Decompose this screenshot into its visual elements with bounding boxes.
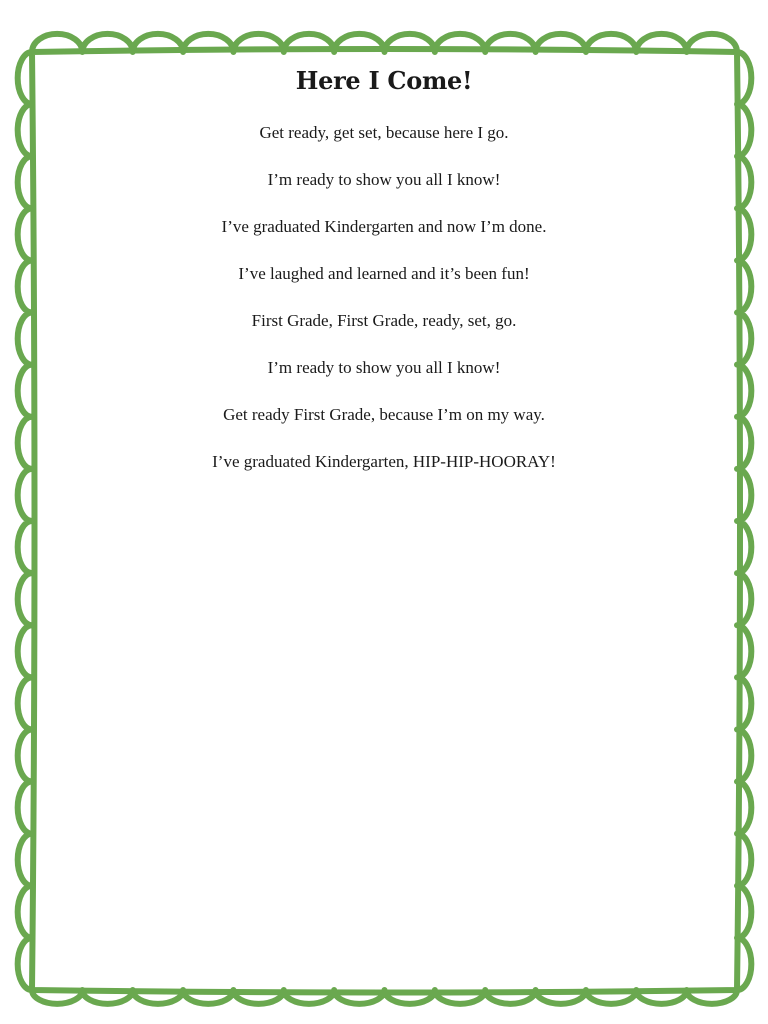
poem-lines bbox=[60, 123, 708, 499]
poem-title: Here I Come! bbox=[295, 66, 473, 95]
poem-line: I’m ready to show you all I know! bbox=[267, 358, 501, 377]
poem-line: I’ve laughed and learned and it’s been fun! bbox=[238, 264, 530, 283]
poem-line: I’m ready to show you all I know! bbox=[267, 170, 501, 189]
poem-page bbox=[60, 60, 708, 499]
poem-line: First Grade, First Grade, ready, set, go. bbox=[251, 311, 517, 330]
poem-line: Get ready, get set, because here I go. bbox=[259, 123, 509, 142]
poem-line: I’ve graduated Kindergarten, HIP-HIP-HOORAY! bbox=[212, 452, 556, 471]
poem-line: Get ready First Grade, because I’m on my way. bbox=[223, 405, 545, 424]
poem-line: I’ve graduated Kindergarten and now I’m done. bbox=[221, 217, 547, 236]
